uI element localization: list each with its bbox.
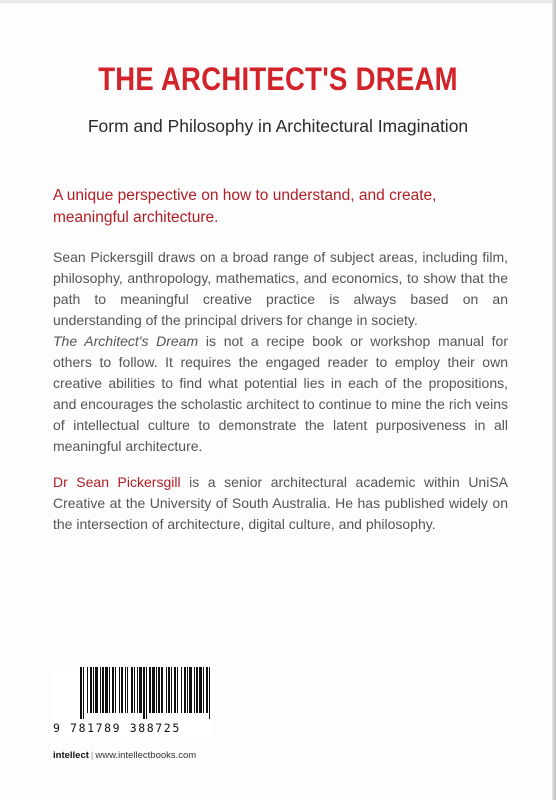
barcode-bar [134, 667, 135, 713]
barcode-bar [158, 667, 160, 713]
barcode-bar [112, 667, 114, 713]
publisher-separator: | [90, 750, 94, 761]
barcode-bar [119, 667, 120, 713]
barcode-bar [181, 667, 182, 713]
barcode-bar [177, 667, 178, 713]
barcode-bar [206, 667, 208, 713]
description-paragraph-2-text: is not a recipe book or workshop manual for others to follow. It requires the engaged reader to employ their own creative abilities to find what potential lies in each of the propositions, and encourages the scholastic architect to continue to mine the rich veins of intellectual culture to demonstrate the latent purposiveness in all meaningful architecture. [53, 333, 508, 454]
barcode-bar [161, 667, 163, 713]
barcode-bars [80, 667, 212, 719]
barcode-bar [189, 667, 192, 713]
barcode-bar [131, 667, 133, 713]
barcode-bar [143, 667, 145, 719]
barcode-bar [149, 667, 151, 713]
isbn-number: 9 781789 388725 [53, 721, 181, 735]
barcode-bar [209, 667, 210, 719]
description-paragraph-2 [53, 331, 508, 457]
barcode-bar [199, 667, 202, 713]
barcode-bar [174, 667, 176, 713]
barcode-bar [139, 667, 142, 713]
barcode-bar [203, 667, 204, 713]
book-title-italic: The Architect's Dream [53, 333, 199, 349]
author-name: Dr Sean Pickersgill [53, 474, 181, 490]
barcode-bar [100, 667, 101, 713]
lead-statement: A unique perspective on how to understand, and create, meaningful architecture. [53, 187, 437, 226]
barcode-bar [115, 667, 116, 713]
barcode-bar [90, 667, 92, 713]
publisher-line [53, 750, 196, 761]
barcode-bar [127, 667, 128, 713]
author-bio [53, 472, 508, 535]
barcode-bar [87, 667, 88, 713]
barcode-bar [80, 667, 82, 719]
barcode-bar [171, 667, 172, 713]
barcode-bar [156, 667, 157, 713]
barcode-bar [184, 667, 186, 713]
barcode-bar [93, 667, 94, 713]
description-paragraph-1: Sean Pickersgill draws on a broad range of subject areas, including film, philosophy, anthropology, mathematics, and economics, to show that the path to meaningful creative practice is always based on an understanding of the principal drivers for change in society. [53, 249, 508, 328]
top-edge-shadow [0, 0, 556, 3]
book-subtitle: Form and Philosophy in Architectural Imagination [87, 116, 469, 136]
barcode-bar [109, 667, 110, 713]
publisher-website[interactable]: www.intellectbooks.com [95, 750, 197, 761]
barcode-bar [187, 667, 188, 713]
barcode-bar [152, 667, 155, 713]
barcode-bar [95, 667, 98, 713]
barcode-bar [102, 667, 104, 713]
barcode-bar [166, 667, 167, 713]
barcode-bar [194, 667, 195, 713]
barcode-bar [137, 667, 138, 713]
barcode-bar [83, 667, 84, 719]
author-bio-text: is a senior architectural academic within UniSA Creative at the University of South Australia. He has published widely on the intersection of architecture, digital culture, and philosophy. [53, 474, 508, 532]
barcode-bar [105, 667, 108, 713]
barcode-bar [146, 667, 147, 719]
book-title: THE ARCHITECT'S DREAM [98, 61, 458, 97]
barcode-bar [125, 667, 126, 713]
barcode-bar [196, 667, 198, 713]
barcode-bar [121, 667, 123, 713]
barcode-bar [168, 667, 170, 713]
publisher-brand: intellect [53, 750, 89, 761]
